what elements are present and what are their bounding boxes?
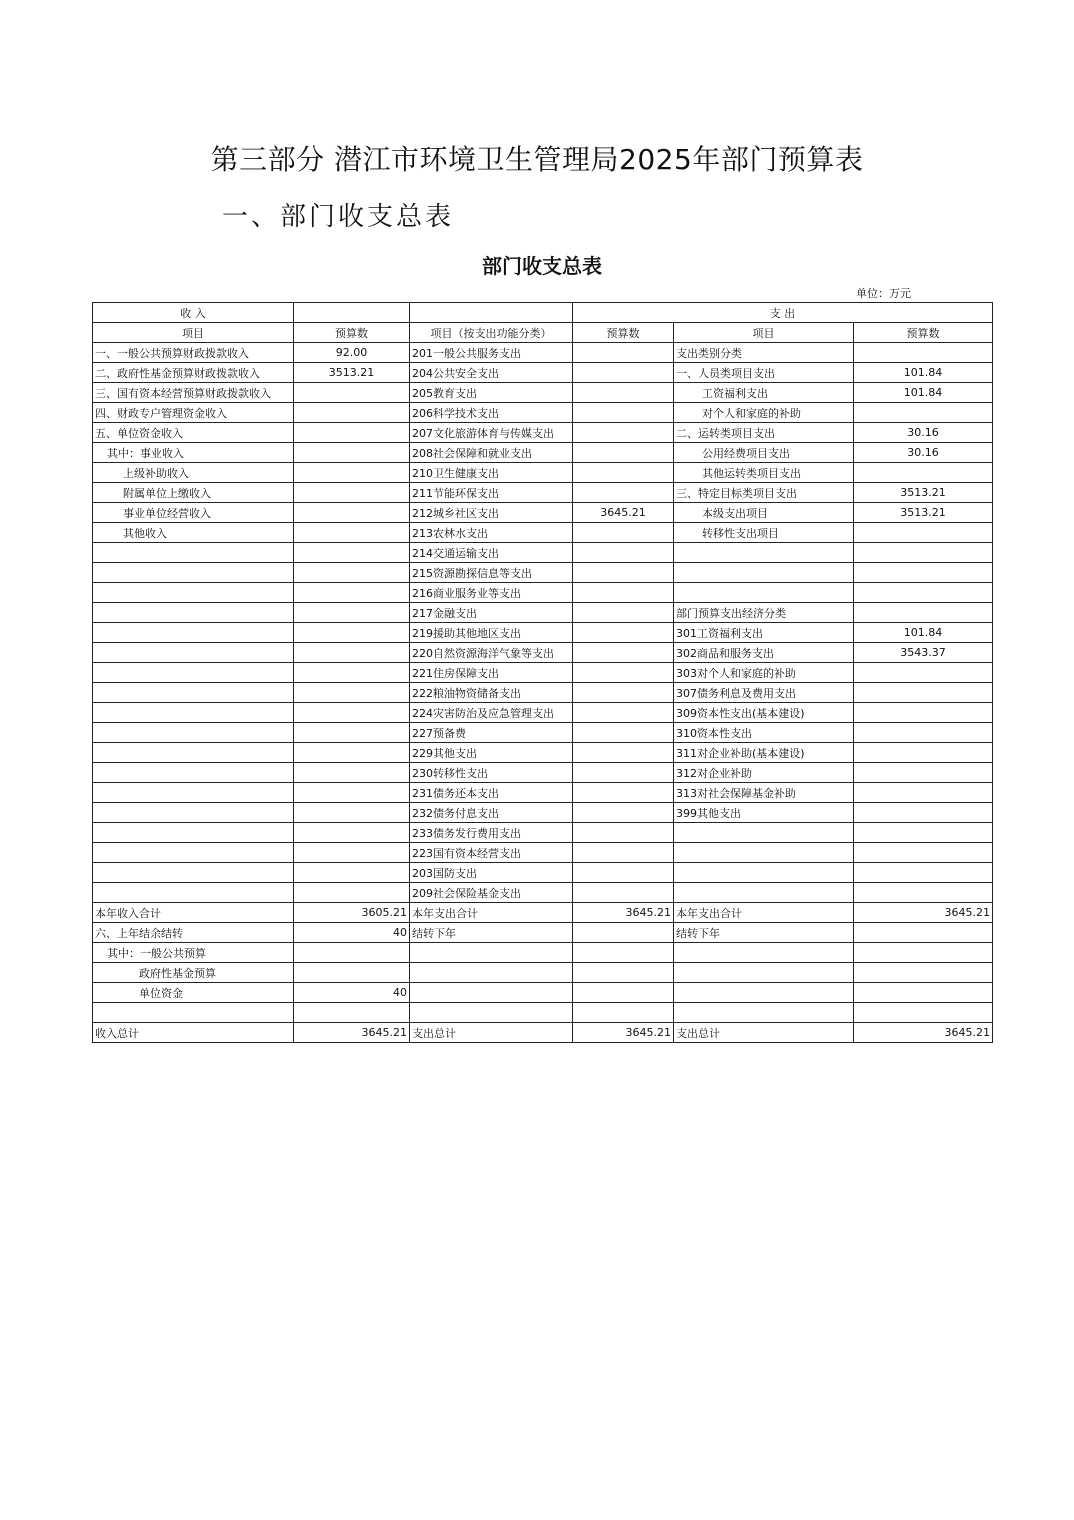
function-amount-cell: 3645.21 <box>573 903 674 923</box>
category-item-cell <box>674 1003 854 1023</box>
function-amount-cell <box>573 823 674 843</box>
income-item-cell <box>93 743 294 763</box>
table-row <box>93 503 993 523</box>
table-row <box>93 623 993 643</box>
income-item-cell: 二、政府性基金预算财政拨款收入 <box>93 363 294 383</box>
income-amount-cell <box>294 623 410 643</box>
function-amount-cell <box>573 363 674 383</box>
category-amount-cell <box>854 823 993 843</box>
income-amount-cell <box>294 863 410 883</box>
document-title: 第三部分 潜江市环境卫生管理局2025年部门预算表 <box>210 143 864 176</box>
income-amount-cell <box>294 783 410 803</box>
function-item-cell <box>410 943 573 963</box>
category-item-cell: 二、运转类项目支出 <box>674 423 854 443</box>
function-item-cell: 210卫生健康支出 <box>410 463 573 483</box>
category-amount-cell: 3543.37 <box>854 643 993 663</box>
table-row <box>93 343 993 363</box>
column-header-row <box>93 323 993 343</box>
category-item-cell: 支出类别分类 <box>674 343 854 363</box>
table-row <box>93 463 993 483</box>
category-item-cell <box>674 863 854 883</box>
function-amount-cell <box>573 863 674 883</box>
category-item-cell: 302商品和服务支出 <box>674 643 854 663</box>
income-item-cell <box>93 803 294 823</box>
table-row <box>93 863 993 883</box>
category-item-cell: 一、人员类项目支出 <box>674 363 854 383</box>
income-item-cell <box>93 583 294 603</box>
table-row <box>93 843 993 863</box>
category-amount-cell <box>854 983 993 1003</box>
group-expense-label: 支 出 <box>573 303 993 323</box>
header-function-amount: 预算数 <box>573 323 674 343</box>
table-row <box>93 563 993 583</box>
category-item-cell: 工资福利支出 <box>674 383 854 403</box>
category-item-cell: 部门预算支出经济分类 <box>674 603 854 623</box>
income-amount-cell <box>294 703 410 723</box>
category-amount-cell: 101.84 <box>854 383 993 403</box>
category-amount-cell <box>854 943 993 963</box>
category-item-cell <box>674 583 854 603</box>
function-amount-cell <box>573 523 674 543</box>
income-amount-cell <box>294 643 410 663</box>
function-item-cell: 221住房保障支出 <box>410 663 573 683</box>
category-amount-cell <box>854 543 993 563</box>
function-amount-cell <box>573 583 674 603</box>
income-item-cell: 其中：事业收入 <box>93 443 294 463</box>
function-item-cell <box>410 1003 573 1023</box>
function-item-cell: 213农林水支出 <box>410 523 573 543</box>
function-item-cell: 219援助其他地区支出 <box>410 623 573 643</box>
group-income-label: 收 入 <box>93 303 294 323</box>
function-amount-cell <box>573 463 674 483</box>
function-item-cell <box>410 963 573 983</box>
function-amount-cell <box>573 483 674 503</box>
income-item-cell: 六、上年结余结转 <box>93 923 294 943</box>
income-amount-cell <box>294 723 410 743</box>
function-amount-cell <box>573 923 674 943</box>
header-category-item: 项目 <box>674 323 854 343</box>
header-income-amount: 预算数 <box>294 323 410 343</box>
category-amount-cell <box>854 1003 993 1023</box>
category-amount-cell: 3645.21 <box>854 1023 993 1043</box>
function-item-cell: 支出总计 <box>410 1023 573 1043</box>
function-item-cell: 222粮油物资储备支出 <box>410 683 573 703</box>
budget-table <box>92 302 993 1043</box>
table-row <box>93 583 993 603</box>
category-amount-cell <box>854 703 993 723</box>
category-amount-cell <box>854 843 993 863</box>
income-item-cell: 政府性基金预算 <box>93 963 294 983</box>
category-item-cell: 结转下年 <box>674 923 854 943</box>
function-item-cell: 216商业服务业等支出 <box>410 583 573 603</box>
income-item-cell: 其他收入 <box>93 523 294 543</box>
function-item-cell: 231债务还本支出 <box>410 783 573 803</box>
category-amount-cell <box>854 683 993 703</box>
function-item-cell: 204公共安全支出 <box>410 363 573 383</box>
function-amount-cell <box>573 603 674 623</box>
function-amount-cell <box>573 843 674 863</box>
category-item-cell: 309资本性支出(基本建设) <box>674 703 854 723</box>
income-item-cell <box>93 723 294 743</box>
category-amount-cell <box>854 883 993 903</box>
table-row <box>93 663 993 683</box>
income-item-cell <box>93 663 294 683</box>
category-item-cell: 对个人和家庭的补助 <box>674 403 854 423</box>
function-amount-cell <box>573 443 674 463</box>
income-item-cell: 收入总计 <box>93 1023 294 1043</box>
category-item-cell <box>674 543 854 563</box>
category-item-cell: 312对企业补助 <box>674 763 854 783</box>
income-item-cell <box>93 623 294 643</box>
header-category-amount: 预算数 <box>854 323 993 343</box>
function-item-cell: 201一般公共服务支出 <box>410 343 573 363</box>
table-row <box>93 943 993 963</box>
category-item-cell: 支出总计 <box>674 1023 854 1043</box>
function-amount-cell <box>573 423 674 443</box>
function-amount-cell <box>573 643 674 663</box>
category-amount-cell <box>854 763 993 783</box>
category-item-cell: 399其他支出 <box>674 803 854 823</box>
income-item-cell <box>93 1003 294 1023</box>
function-amount-cell <box>573 1003 674 1023</box>
table-row <box>93 823 993 843</box>
table-row <box>93 683 993 703</box>
category-amount-cell: 3645.21 <box>854 903 993 923</box>
category-amount-cell <box>854 963 993 983</box>
function-item-cell: 本年支出合计 <box>410 903 573 923</box>
table-row <box>93 1003 993 1023</box>
income-amount-cell: 3605.21 <box>294 903 410 923</box>
group-header-row <box>93 303 993 323</box>
income-item-cell: 上级补助收入 <box>93 463 294 483</box>
income-amount-cell: 92.00 <box>294 343 410 363</box>
category-item-cell <box>674 983 854 1003</box>
table-row <box>93 763 993 783</box>
function-amount-cell <box>573 563 674 583</box>
function-amount-cell <box>573 683 674 703</box>
unit-label: 单位：万元 <box>856 287 911 300</box>
income-item-cell <box>93 703 294 723</box>
category-item-cell <box>674 823 854 843</box>
function-item-cell: 209社会保险基金支出 <box>410 883 573 903</box>
income-item-cell <box>93 863 294 883</box>
budget-sheet <box>92 250 992 1043</box>
category-item-cell: 311对企业补助(基本建设) <box>674 743 854 763</box>
table-row <box>93 723 993 743</box>
income-amount-cell <box>294 483 410 503</box>
income-item-cell: 一、一般公共预算财政拨款收入 <box>93 343 294 363</box>
table-row <box>93 423 993 443</box>
income-amount-cell <box>294 843 410 863</box>
table-row <box>93 883 993 903</box>
category-item-cell: 310资本性支出 <box>674 723 854 743</box>
category-item-cell: 三、特定目标类项目支出 <box>674 483 854 503</box>
income-item-cell: 四、财政专户管理资金收入 <box>93 403 294 423</box>
income-item-cell <box>93 823 294 843</box>
unit-row <box>92 282 992 302</box>
income-item-cell: 三、国有资本经营预算财政拨款收入 <box>93 383 294 403</box>
function-amount-cell <box>573 983 674 1003</box>
section-title: 一、部门收支总表 <box>222 202 455 232</box>
function-amount-cell <box>573 343 674 363</box>
income-amount-cell: 3645.21 <box>294 1023 410 1043</box>
function-amount-cell <box>573 763 674 783</box>
income-amount-cell <box>294 963 410 983</box>
category-item-cell <box>674 843 854 863</box>
function-amount-cell <box>573 963 674 983</box>
category-amount-cell: 101.84 <box>854 623 993 643</box>
function-item-cell <box>410 983 573 1003</box>
function-item-cell: 214交通运输支出 <box>410 543 573 563</box>
category-amount-cell: 101.84 <box>854 363 993 383</box>
function-amount-cell <box>573 723 674 743</box>
function-item-cell: 230转移性支出 <box>410 763 573 783</box>
category-amount-cell <box>854 923 993 943</box>
income-item-cell: 其中：一般公共预算 <box>93 943 294 963</box>
category-amount-cell <box>854 523 993 543</box>
category-item-cell: 转移性支出项目 <box>674 523 854 543</box>
function-item-cell: 217金融支出 <box>410 603 573 623</box>
function-amount-cell <box>573 623 674 643</box>
function-item-cell: 208社会保障和就业支出 <box>410 443 573 463</box>
category-amount-cell: 3513.21 <box>854 503 993 523</box>
table-row <box>93 603 993 623</box>
function-item-cell: 220自然资源海洋气象等支出 <box>410 643 573 663</box>
function-amount-cell <box>573 403 674 423</box>
category-amount-cell <box>854 583 993 603</box>
category-item-cell: 公用经费项目支出 <box>674 443 854 463</box>
income-amount-cell <box>294 443 410 463</box>
income-amount-cell <box>294 543 410 563</box>
income-item-cell <box>93 783 294 803</box>
income-amount-cell <box>294 683 410 703</box>
category-amount-cell <box>854 343 993 363</box>
category-amount-cell: 30.16 <box>854 423 993 443</box>
category-amount-cell <box>854 743 993 763</box>
income-item-cell: 单位资金 <box>93 983 294 1003</box>
function-item-cell: 结转下年 <box>410 923 573 943</box>
income-amount-cell <box>294 383 410 403</box>
function-amount-cell <box>573 883 674 903</box>
income-item-cell <box>93 883 294 903</box>
income-item-cell: 本年收入合计 <box>93 903 294 923</box>
function-item-cell: 207文化旅游体育与传媒支出 <box>410 423 573 443</box>
category-amount-cell <box>854 603 993 623</box>
income-amount-cell <box>294 1003 410 1023</box>
category-item-cell: 307债务利息及费用支出 <box>674 683 854 703</box>
category-amount-cell <box>854 863 993 883</box>
income-amount-cell <box>294 583 410 603</box>
table-row <box>93 383 993 403</box>
category-amount-cell: 30.16 <box>854 443 993 463</box>
category-item-cell <box>674 943 854 963</box>
income-amount-cell: 40 <box>294 923 410 943</box>
function-amount-cell <box>573 743 674 763</box>
category-item-cell: 313对社会保障基金补助 <box>674 783 854 803</box>
category-amount-cell <box>854 403 993 423</box>
function-item-cell: 215资源勘探信息等支出 <box>410 563 573 583</box>
income-amount-cell: 3513.21 <box>294 363 410 383</box>
function-amount-cell <box>573 383 674 403</box>
category-amount-cell: 3513.21 <box>854 483 993 503</box>
income-amount-cell <box>294 663 410 683</box>
function-amount-cell: 3645.21 <box>573 1023 674 1043</box>
function-item-cell: 211节能环保支出 <box>410 483 573 503</box>
table-row <box>93 743 993 763</box>
category-item-cell: 其他运转类项目支出 <box>674 463 854 483</box>
income-amount-cell <box>294 743 410 763</box>
category-amount-cell <box>854 783 993 803</box>
header-function-item: 项目（按支出功能分类） <box>410 323 573 343</box>
function-amount-cell <box>573 783 674 803</box>
table-row <box>93 543 993 563</box>
category-amount-cell <box>854 563 993 583</box>
function-item-cell: 229其他支出 <box>410 743 573 763</box>
income-item-cell <box>93 843 294 863</box>
header-income-item: 项目 <box>93 323 294 343</box>
table-row <box>93 403 993 423</box>
income-amount-cell <box>294 763 410 783</box>
function-amount-cell <box>573 703 674 723</box>
category-amount-cell <box>854 663 993 683</box>
category-item-cell <box>674 963 854 983</box>
function-item-cell: 212城乡社区支出 <box>410 503 573 523</box>
function-item-cell: 203国防支出 <box>410 863 573 883</box>
function-amount-cell: 3645.21 <box>573 503 674 523</box>
function-item-cell: 233债务发行费用支出 <box>410 823 573 843</box>
category-item-cell: 303对个人和家庭的补助 <box>674 663 854 683</box>
income-amount-cell <box>294 403 410 423</box>
category-item-cell <box>674 563 854 583</box>
income-amount-cell <box>294 503 410 523</box>
function-amount-cell <box>573 543 674 563</box>
income-amount-cell <box>294 463 410 483</box>
category-item-cell: 本年支出合计 <box>674 903 854 923</box>
function-item-cell: 205教育支出 <box>410 383 573 403</box>
income-item-cell: 附属单位上缴收入 <box>93 483 294 503</box>
function-amount-cell <box>573 803 674 823</box>
table-row <box>93 483 993 503</box>
category-amount-cell <box>854 723 993 743</box>
function-item-cell: 223国有资本经营支出 <box>410 843 573 863</box>
category-item-cell <box>674 883 854 903</box>
income-amount-cell <box>294 603 410 623</box>
table-row <box>93 363 993 383</box>
function-item-cell: 206科学技术支出 <box>410 403 573 423</box>
income-item-cell <box>93 563 294 583</box>
table-row <box>93 1023 993 1043</box>
table-row <box>93 923 993 943</box>
table-title: 部门收支总表 <box>482 254 602 278</box>
income-item-cell <box>93 543 294 563</box>
income-amount-cell: 40 <box>294 983 410 1003</box>
income-amount-cell <box>294 823 410 843</box>
table-row <box>93 963 993 983</box>
income-amount-cell <box>294 883 410 903</box>
function-amount-cell <box>573 663 674 683</box>
table-row <box>93 643 993 663</box>
table-row <box>93 803 993 823</box>
function-item-cell: 232债务付息支出 <box>410 803 573 823</box>
category-amount-cell <box>854 463 993 483</box>
function-amount-cell <box>573 943 674 963</box>
income-item-cell <box>93 683 294 703</box>
function-item-cell: 227预备费 <box>410 723 573 743</box>
income-item-cell <box>93 763 294 783</box>
income-item-cell <box>93 603 294 623</box>
category-amount-cell <box>854 803 993 823</box>
income-amount-cell <box>294 523 410 543</box>
table-row <box>93 983 993 1003</box>
income-amount-cell <box>294 563 410 583</box>
income-item-cell: 五、单位资金收入 <box>93 423 294 443</box>
income-amount-cell <box>294 803 410 823</box>
table-row <box>93 443 993 463</box>
income-amount-cell <box>294 943 410 963</box>
table-row <box>93 903 993 923</box>
category-item-cell: 301工资福利支出 <box>674 623 854 643</box>
income-amount-cell <box>294 423 410 443</box>
table-row <box>93 703 993 723</box>
income-item-cell: 事业单位经营收入 <box>93 503 294 523</box>
function-item-cell: 224灾害防治及应急管理支出 <box>410 703 573 723</box>
table-row <box>93 783 993 803</box>
category-item-cell: 本级支出项目 <box>674 503 854 523</box>
table-row <box>93 523 993 543</box>
income-item-cell <box>93 643 294 663</box>
